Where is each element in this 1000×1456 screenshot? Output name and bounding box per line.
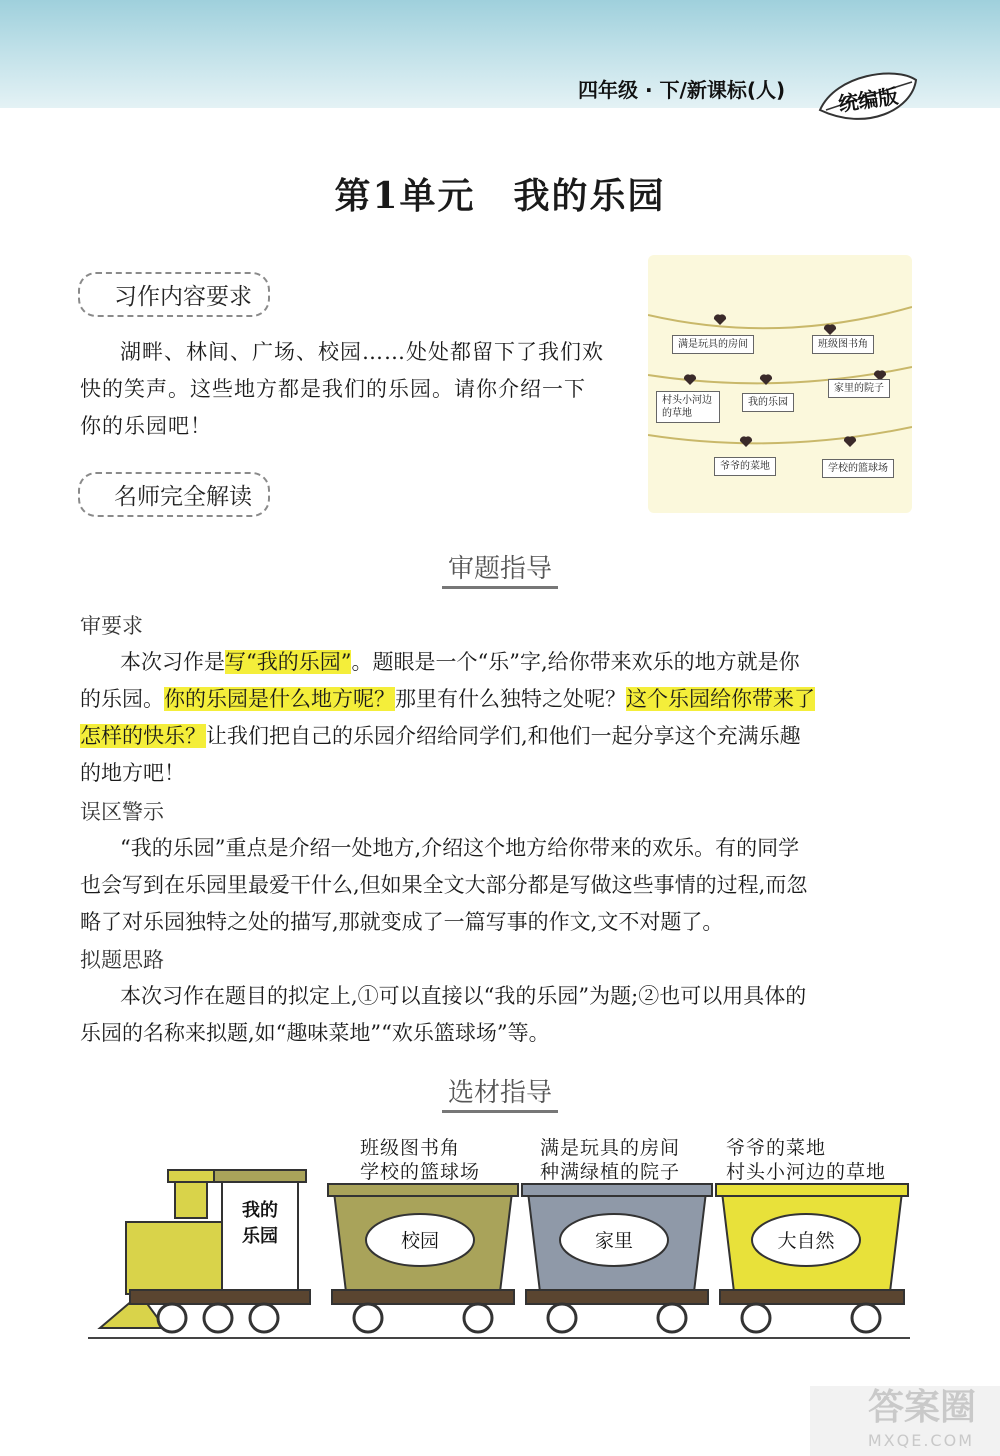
text-run: 让我们把自己的乐园介绍给同学们,和他们一起分享这个充满乐趣 [206, 724, 801, 748]
car-name: 大自然 [777, 1230, 835, 1252]
text-run: 的乐园。 [80, 687, 164, 711]
review-heading-text: 审题指导 [442, 554, 558, 589]
caption-line: 班级图书角 [360, 1137, 461, 1159]
mindmap-label: 班级图书角 [812, 335, 874, 354]
unit-title: 第1单元 我的乐园 [334, 175, 666, 217]
caption-line: 村头小河边的草地 [726, 1161, 887, 1183]
highlight-run: 这个乐园给你带来了 [626, 687, 815, 711]
edition-badge: 统编版 [836, 83, 900, 117]
engine-label-line: 我的 [242, 1200, 278, 1221]
highlight-run: 你的乐园是什么地方呢？ [164, 687, 395, 711]
text-line: 略了对乐园独特之处的描写,那就变成了一篇写事的作文,文不对题了。 [80, 910, 724, 934]
engine [100, 1170, 310, 1332]
watermark-url: MXQE.COM [867, 1431, 974, 1450]
text-run: 本次习作是 [120, 650, 225, 674]
text-line: 乐园的名称来拟题,如“趣味菜地”“欢乐篮球场”等。 [80, 1021, 550, 1045]
mindmap-label: 学校的篮球场 [822, 459, 894, 478]
caption-line: 满是玩具的房间 [540, 1137, 681, 1159]
mindmap-label: 家里的院子 [828, 379, 890, 398]
mindmap-label: 满是玩具的房间 [672, 335, 754, 354]
idea-subhead: 拟题思路 [80, 948, 164, 972]
engine-label-line: 乐园 [242, 1226, 278, 1247]
requirement-subhead: 审要求 [80, 614, 143, 638]
text-run: 的地方吧！ [80, 761, 185, 785]
caption-line: 学校的篮球场 [360, 1161, 481, 1183]
ribbon-label: 名师完全解读 [78, 472, 270, 517]
text-run: 那里有什么独特之处呢？ [395, 687, 626, 711]
caption-line: 爷爷的菜地 [726, 1137, 827, 1159]
text-line: “我的乐园”重点是介绍一处地方,介绍这个地方给你带来的欢乐。有的同学 [120, 836, 800, 860]
mindmap-label: 村头小河边的草地 [656, 391, 720, 423]
highlight-run: 写“我的乐园” [225, 650, 352, 674]
watermark: 答案圈 [867, 1387, 976, 1428]
train-car [328, 1184, 518, 1332]
car-name: 校园 [400, 1230, 440, 1252]
ribbon-label: 习作内容要求 [78, 272, 270, 317]
text-line: 本次习作在题目的拟定上,①可以直接以“我的乐园”为题;②也可以用具体的 [120, 984, 807, 1008]
mindmap-label: 我的乐园 [742, 393, 794, 412]
train-car [522, 1184, 712, 1332]
requirement-line-2: 快的笑声。这些地方都是我们的乐园。请你介绍一下 [80, 377, 586, 401]
requirement-line-3: 你的乐园吧！ [80, 414, 212, 438]
car-name: 家里 [594, 1230, 634, 1252]
train-car [716, 1184, 908, 1332]
mistake-subhead: 误区警示 [80, 800, 164, 824]
grade-label: 四年级 · 下/新课标(人) [578, 78, 786, 102]
caption-line: 种满绿植的院子 [540, 1161, 681, 1183]
text-line: 也会写到在乐园里最爱干什么,但如果全文大部分都是写做这些事情的过程,而忽 [80, 873, 808, 897]
material-heading-text: 选材指导 [442, 1078, 558, 1113]
text-run: 。题眼是一个“乐”字,给你带来欢乐的地方就是你 [351, 650, 800, 674]
requirement-line-1: 湖畔、林间、广场、校园……处处都留下了我们欢 [120, 340, 604, 364]
highlight-run: 怎样的快乐？ [80, 724, 206, 748]
mindmap-label: 爷爷的菜地 [714, 457, 776, 476]
